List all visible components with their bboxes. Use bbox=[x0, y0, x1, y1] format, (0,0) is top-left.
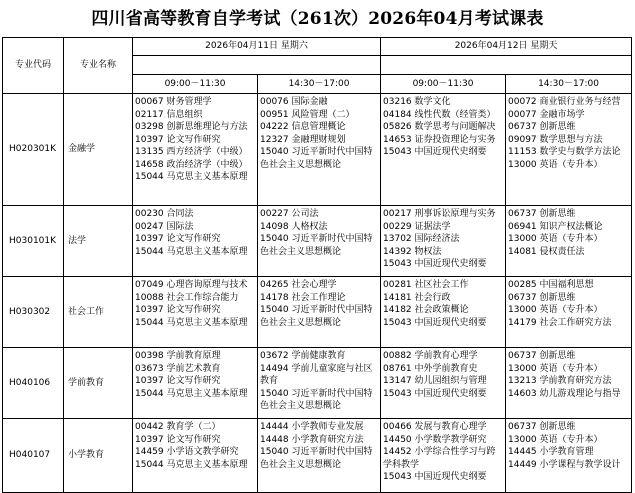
header-day2-blank bbox=[381, 56, 632, 75]
course-line: 13000 英语（专升本） bbox=[508, 159, 603, 170]
course-line: 07049 心理咨询原理与技术 bbox=[135, 280, 248, 290]
exam-session-cell bbox=[133, 348, 258, 419]
course-line: 04184 线性代数（经管类） bbox=[383, 109, 496, 120]
major-name: 法学 bbox=[64, 206, 133, 277]
header-day1: 2026年04月11日 星期六 bbox=[133, 38, 381, 56]
course-line: 色社会主义思想概论 bbox=[260, 246, 342, 257]
course-line: 14452 小学综合性学习与跨 bbox=[383, 447, 496, 457]
header-session: 09:00－11:30 bbox=[133, 75, 258, 94]
table-row bbox=[3, 94, 632, 206]
major-name: 金融学 bbox=[64, 94, 133, 206]
course-line: 学科教学 bbox=[383, 459, 420, 470]
table-row bbox=[3, 419, 632, 493]
course-line: 00281 社区社会工作 bbox=[383, 280, 469, 290]
major-code: H030302 bbox=[3, 277, 64, 348]
exam-session-cell bbox=[258, 348, 381, 419]
header-name: 专业名称 bbox=[64, 38, 133, 94]
course-line: 14179 社会工作研究方法 bbox=[508, 317, 612, 328]
course-line: 00072 商业银行业务与经营 bbox=[508, 97, 621, 107]
course-line: 15043 中国近现代史纲要 bbox=[383, 388, 487, 399]
major-code: H030101K bbox=[3, 206, 64, 277]
header-code: 专业代码 bbox=[3, 38, 64, 94]
course-line: 14178 社会工作理论 bbox=[260, 292, 346, 303]
course-line: 02117 信息组织 bbox=[135, 109, 203, 120]
course-line: 15043 中国近现代史纲要 bbox=[383, 259, 487, 269]
course-line: 06941 知识产权法概论 bbox=[508, 221, 603, 232]
course-line: 15044 马克思主义基本原理 bbox=[135, 246, 248, 257]
header-day2: 2026年04月12日 星期天 bbox=[381, 38, 632, 56]
exam-session-cell bbox=[258, 206, 381, 277]
exam-session-cell bbox=[506, 94, 632, 206]
course-line: 15044 马克思主义基本原理 bbox=[135, 317, 248, 328]
course-line: 10397 论文写作研究 bbox=[135, 134, 221, 145]
course-line: 14450 小学数学教学研究 bbox=[383, 434, 487, 445]
exam-schedule-table bbox=[2, 37, 632, 493]
exam-session-cell bbox=[133, 419, 258, 493]
course-line: 13135 西方经济学（中级） bbox=[135, 147, 248, 157]
exam-session-cell bbox=[133, 277, 258, 348]
exam-session-cell bbox=[506, 277, 632, 348]
course-line: 13147 幼儿园组织与管理 bbox=[383, 376, 487, 386]
course-line: 教育 bbox=[260, 376, 279, 386]
course-line: 06737 创新思维 bbox=[508, 422, 576, 432]
course-line: 00077 金融市场学 bbox=[508, 109, 585, 120]
course-line: 00217 刑事诉讼原理与实务 bbox=[383, 209, 496, 219]
header-session: 14:30－17:00 bbox=[258, 75, 381, 94]
course-line: 14494 学前儿童家庭与社区 bbox=[260, 363, 373, 374]
course-line: 03216 数学文化 bbox=[383, 97, 451, 107]
exam-session-cell bbox=[258, 94, 381, 206]
course-line: 15040 习近平新时代中国特 bbox=[260, 447, 373, 457]
course-line: 14444 小学教师专业发展 bbox=[260, 422, 364, 432]
course-line: 15044 马克思主义基本原理 bbox=[135, 172, 248, 182]
course-line: 14653 证券投资理论与实务 bbox=[383, 134, 496, 145]
course-line: 14445 小学教育管理 bbox=[508, 447, 594, 457]
course-line: 14181 社会行政 bbox=[383, 292, 451, 303]
course-line: 00247 国际法 bbox=[135, 221, 194, 232]
course-line: 色社会主义思想概论 bbox=[260, 159, 342, 170]
course-line: 00442 教育学（二） bbox=[135, 422, 221, 432]
course-line: 06737 创新思维 bbox=[508, 351, 576, 361]
course-line: 03298 创新思维理论与方法 bbox=[135, 122, 248, 132]
course-line: 15043 中国近现代史纲要 bbox=[383, 472, 487, 482]
course-line: 03672 学前健康教育 bbox=[260, 351, 346, 361]
course-line: 12327 金融理财规划 bbox=[260, 134, 346, 145]
course-line: 色社会主义思想概论 bbox=[260, 401, 342, 411]
course-line: 10397 论文写作研究 bbox=[135, 434, 221, 445]
course-line: 14098 人格权法 bbox=[260, 221, 328, 232]
course-line: 15043 中国近现代史纲要 bbox=[383, 147, 487, 157]
course-line: 04222 信息管理概论 bbox=[260, 122, 346, 132]
header-day1-blank bbox=[133, 56, 381, 75]
course-line: 14658 政治经济学（中级） bbox=[135, 159, 248, 170]
header-row-days bbox=[3, 38, 632, 56]
exam-session-cell bbox=[381, 94, 506, 206]
course-line: 00227 公司法 bbox=[260, 209, 319, 219]
page-title: 四川省高等教育自学考试（261次）2026年04月考试课表 bbox=[91, 9, 544, 29]
exam-session-cell bbox=[381, 348, 506, 419]
course-line: 11153 数学史与数学方法论 bbox=[508, 147, 621, 157]
course-line: 06737 创新思维 bbox=[508, 209, 576, 219]
course-line: 00466 发展与教育心理学 bbox=[383, 422, 487, 432]
course-line: 00398 学前教育原理 bbox=[135, 351, 221, 361]
course-line: 10397 论文写作研究 bbox=[135, 234, 221, 244]
exam-session-cell bbox=[381, 206, 506, 277]
course-line: 14081 侵权责任法 bbox=[508, 246, 585, 257]
course-line: 00882 学前教育心理学 bbox=[383, 351, 478, 361]
course-line: 15040 习近平新时代中国特 bbox=[260, 388, 373, 399]
exam-session-cell bbox=[381, 277, 506, 348]
major-name: 学前教育 bbox=[64, 348, 133, 419]
course-line: 08761 中外学前教育史 bbox=[383, 363, 478, 374]
exam-session-cell bbox=[506, 348, 632, 419]
course-line: 15044 马克思主义基本原理 bbox=[135, 459, 248, 470]
major-code: H040107 bbox=[3, 419, 64, 493]
exam-session-cell bbox=[258, 419, 381, 493]
course-line: 00229 证据法学 bbox=[383, 221, 451, 232]
header-session: 09:00－11:30 bbox=[381, 75, 506, 94]
major-code: H040106 bbox=[3, 348, 64, 419]
course-line: 13000 英语（专升本） bbox=[508, 363, 603, 374]
course-line: 00285 中国福利思想 bbox=[508, 280, 594, 290]
major-name: 小学教育 bbox=[64, 419, 133, 493]
course-line: 14449 小学课程与教学设计 bbox=[508, 459, 621, 470]
course-line: 00076 国际金融 bbox=[260, 97, 328, 107]
header-session: 14:30－17:00 bbox=[506, 75, 632, 94]
course-line: 13213 学前教育研究方法 bbox=[508, 376, 612, 386]
course-line: 05826 数学思考与问题解决 bbox=[383, 122, 496, 132]
course-line: 15040 习近平新时代中国特 bbox=[260, 305, 373, 315]
course-line: 10397 论文写作研究 bbox=[135, 305, 221, 315]
course-line: 14459 小学语文教学研究 bbox=[135, 447, 239, 457]
exam-session-cell bbox=[381, 419, 506, 493]
exam-session-cell bbox=[506, 206, 632, 277]
course-line: 14392 物权法 bbox=[383, 246, 442, 257]
course-line: 14182 社会政策概论 bbox=[383, 305, 469, 315]
course-line: 15044 马克思主义基本原理 bbox=[135, 388, 248, 399]
table-row bbox=[3, 277, 632, 348]
exam-session-cell bbox=[258, 277, 381, 348]
course-line: 00230 合同法 bbox=[135, 209, 194, 219]
table-row bbox=[3, 206, 632, 277]
course-line: 15040 习近平新时代中国特 bbox=[260, 234, 373, 244]
schedule-body bbox=[3, 94, 632, 493]
course-line: 13000 英语（专升本） bbox=[508, 234, 603, 244]
exam-session-cell bbox=[506, 419, 632, 493]
course-line: 10397 论文写作研究 bbox=[135, 376, 221, 386]
major-code: H020301K bbox=[3, 94, 64, 206]
course-line: 色社会主义思想概论 bbox=[260, 317, 342, 328]
course-line: 13702 国际经济法 bbox=[383, 234, 460, 244]
course-line: 15040 习近平新时代中国特 bbox=[260, 147, 373, 157]
course-line: 09097 数学思想与方法 bbox=[508, 134, 603, 145]
course-line: 06737 创新思维 bbox=[508, 292, 576, 303]
course-line: 13000 英语（专升本） bbox=[508, 434, 603, 445]
major-name: 社会工作 bbox=[64, 277, 133, 348]
course-line: 06737 创新思维 bbox=[508, 122, 576, 132]
course-line: 00951 风险管理（二） bbox=[260, 109, 355, 120]
course-line: 04265 社会心理学 bbox=[260, 280, 337, 290]
course-line: 色社会主义思想概论 bbox=[260, 459, 342, 470]
course-line: 10088 社会工作综合能力 bbox=[135, 292, 239, 303]
exam-session-cell bbox=[133, 206, 258, 277]
course-line: 14448 小学教育研究方法 bbox=[260, 434, 364, 445]
course-line: 00067 财务管理学 bbox=[135, 97, 212, 107]
course-line: 03673 学前艺术教育 bbox=[135, 363, 221, 374]
exam-session-cell bbox=[133, 94, 258, 206]
table-row bbox=[3, 348, 632, 419]
course-line: 15043 中国近现代史纲要 bbox=[383, 317, 487, 328]
course-line: 14603 幼儿游戏理论与指导 bbox=[508, 388, 621, 399]
course-line: 13000 英语（专升本） bbox=[508, 305, 603, 315]
